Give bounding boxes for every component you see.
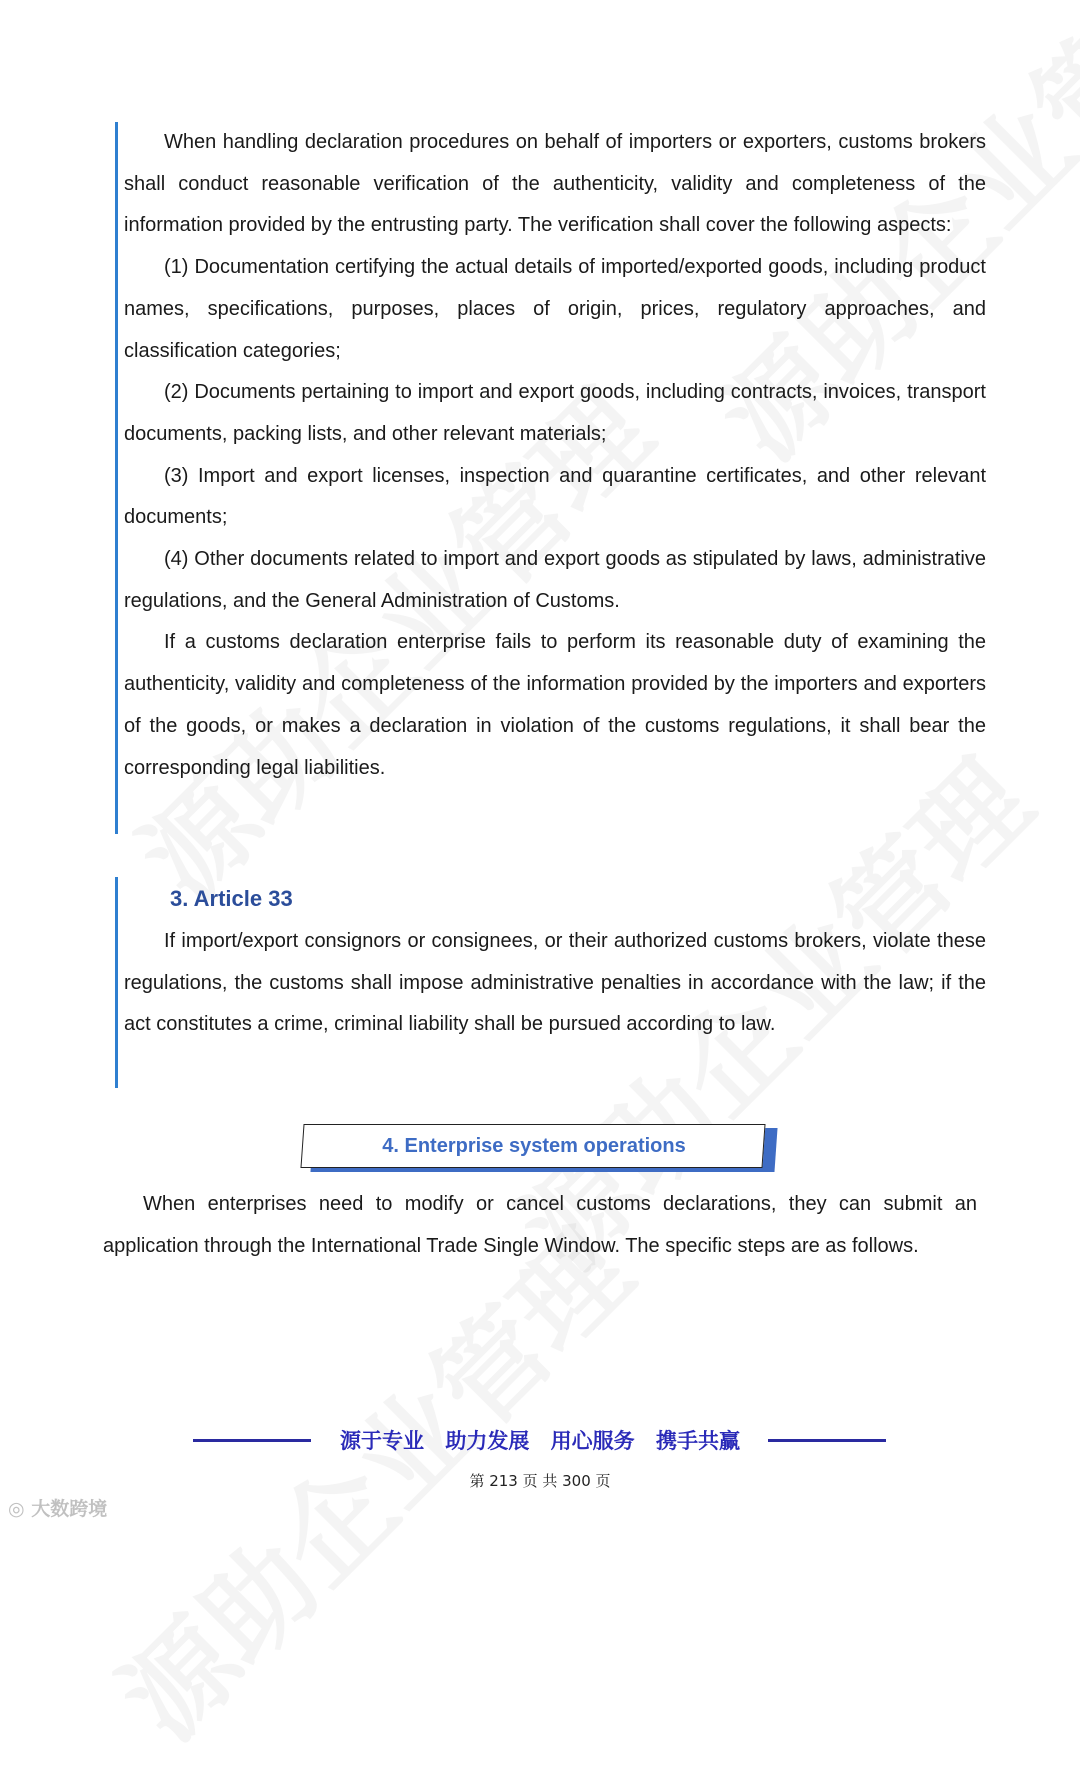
- logo-icon: ◎: [8, 1498, 32, 1520]
- paragraph: (3) Import and export licenses, inspection and quarantine certificates, and other relevant documents;: [124, 464, 986, 529]
- paragraph: When handling declaration procedures on behalf of importers or exporters, customs brokers shall conduct reasonable verification of the authenticity, validity and completeness of the information provided by the entrusting party. The verification shall cover the following aspects:: [124, 131, 986, 237]
- paragraph: If a customs declaration enterprise fails to perform its reasonable duty of examining the authenticity, validity and completeness of the information provided by the importers and exporters of the goods, or makes a declaration in violation of the customs regulations, it shall bear the corresponding legal liabilities.: [124, 631, 986, 779]
- paragraph: (1) Documentation certifying the actual details of imported/exported goods, including product names, specifications, purposes, places of origin, prices, regulatory approaches, and classification categories;: [124, 256, 986, 362]
- paragraph: (4) Other documents related to import and export goods as stipulated by laws, administrative regulations, and the General Administration of Customs.: [124, 548, 986, 612]
- paragraph: (2) Documents pertaining to import and export goods, including contracts, invoices, transport documents, packing lists, and other relevant materials;: [124, 381, 986, 445]
- quote-block-article-33: [115, 877, 986, 1088]
- section-heading: 3. Article 33: [170, 886, 293, 911]
- footer-slogan: 源于专业 助力发展 用心服务 携手共赢: [340, 1429, 740, 1453]
- logo-text: 大数跨境: [31, 1498, 108, 1520]
- intro-paragraph: [103, 1184, 977, 1267]
- quote-block-verification: [115, 122, 986, 834]
- brand-logo: [8, 1494, 107, 1521]
- paragraph: If import/export consignors or consignees, or their authorized customs brokers, violate these regulations, the customs shall impose administrative penalties in accordance with the law; if the act constitutes a crime, criminal liability shall be pursued according to law.: [124, 930, 986, 1036]
- paragraph: When enterprises need to modify or cancel customs declarations, they can submit an application through the International Trade Single Window. The specific steps are as follows.: [103, 1193, 977, 1257]
- page-number: 第 213 页 共 300 页: [469, 1472, 611, 1490]
- section-heading-box: [302, 1124, 766, 1168]
- section-heading: 4. Enterprise system operations: [382, 1135, 686, 1157]
